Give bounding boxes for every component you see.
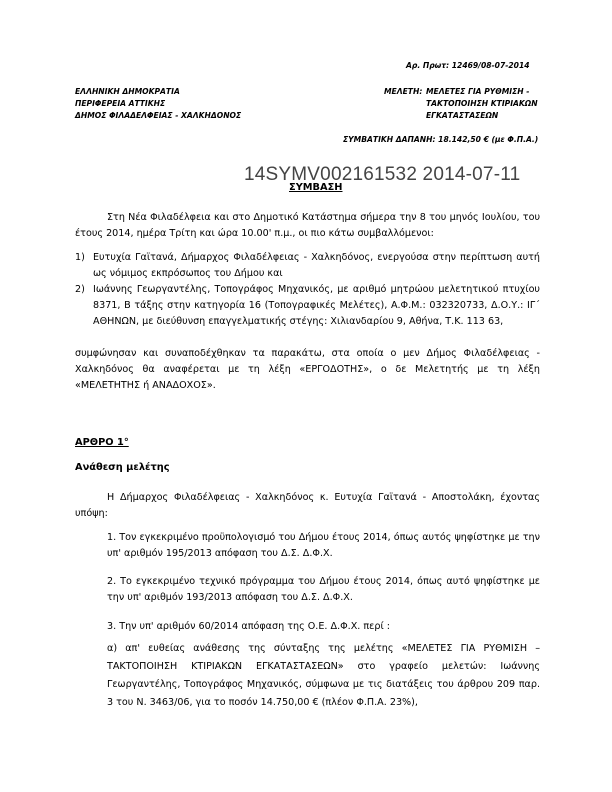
article-item: 1. Τον εγκεκριμένο προϋπολογισμό του Δήμου έτους 2014, όπως αυτός ψηφίστηκε με την υπ' αριθμόν 195/2013 απόφαση του Δ.Σ. Δ.Φ.Χ. [107,532,540,559]
article-subitem: α) απ' ευθείας ανάθεσης της σύνταξης της μελέτης «ΜΕΛΕΤΕΣ ΓΙΑ ΡΥΘΜΙΣΗ – ΤΑΚΤΟΠΟΙΗΣΗ ΚΤΙΡΙΑΚΩΝ ΕΓΚΑΤΑΣΤΑΣΕΩΝ» στο γραφείο μελετών: Ιωάννης Γεωργαντέλης, Τοπογράφος Μηχανικός, σύμφωνα με τις διατάξεις του άρθρου 209 παρ. 3 του Ν. 3463/06, για το ποσόν 14.750,00 € (πλέον Φ.Π.Α. 23%), [107,643,540,708]
party-text: Ευτυχία Γαϊτανά, Δήμαρχος Φιλαδέλφειας - Χαλκηδόνος, ενεργούσα στην περίπτωση αυτή ως νόμιμος εκπρόσωπος του Δήμου και [93,252,540,279]
article-heading: ΑΡΘΡΟ 1° [75,437,129,448]
article-lead: Η Δήμαρχος Φιλαδέλφειας - Χαλκηδόνος κ. Ευτυχία Γαϊτανά - Αποστολάκη, έχοντας υπόψη: [75,492,540,519]
study-label: ΜΕΛΕΤΗ: [384,87,423,96]
study-line: ΤΑΚΤΟΠΟΙΗΣΗ ΚΤΙΡΙΑΚΩΝ [426,99,538,108]
document-title: ΣΥΜΒΑΣΗ [289,182,343,193]
article-subheading: Ανάθεση μελέτης [75,462,170,473]
article-item: 2. Το εγκεκριμένο τεχνικό πρόγραμμα του Δήμου έτους 2014, όπως αυτό ψηφίστηκε με την υπ' αριθμόν 193/2013 απόφαση του Δ.Σ. Δ.Φ.Χ. [107,576,540,603]
agreement-paragraph: συμφώνησαν και συναποδέχθηκαν τα παρακάτω, στα οποία ο μεν Δήμος Φιλαδέλφειας - Χαλκηδόνος θα αναφέρεται με τη λέξη «ΕΡΓΟΔΟΤΗΣ», ο δε Μελετητής με τη λέξη «ΜΕΛΕΤΗΤΗΣ ή ΑΝΑΔΟΧΟΣ». [75,348,540,391]
issuer-line: ΠΕΡΙΦΕΡΕΙΑ ΑΤΤΙΚΗΣ [75,99,166,108]
document-stamp-id: 14SYMV002161532 2014-07-11 [244,164,521,185]
protocol-number: Αρ. Πρωτ: 12469/08-07-2014 [406,61,530,70]
party-text: Ιωάννης Γεωργαντέλης, Τοπογράφος Μηχανικός, με αριθμό μητρώου μελετητικού πτυχίου 8371, Β τάξης στην κατηγορία 16 (Τοπογραφικές Μελέτες), Α.Φ.Μ.: 032320733, Δ.Ο.Υ.: ΙΓ΄ ΑΘΗΝΩΝ, με διεύθυνση επαγγελματικής στέγης: Χιλιανδαρίου 9, Αθήνα, Τ.Κ. 113 63, [93,284,540,327]
issuer-block [75,86,305,122]
party-number: 1) [75,252,85,263]
study-line: ΕΓΚΑΤΑΣΤΑΣΕΩΝ [426,111,499,120]
article-item: 3. Την υπ' αριθμόν 60/2014 απόφαση της Ο.Ε. Δ.Φ.Χ. περί : [107,621,390,632]
contract-cost: ΣΥΜΒΑΤΙΚΗ ΔΑΠΑΝΗ: 18.142,50 € (με Φ.Π.Α.) [343,135,539,144]
issuer-line: ΔΗΜΟΣ ΦΙΛΑΔΕΛΦΕΙΑΣ - ΧΑΛΚΗΔΟΝΟΣ [75,111,242,120]
study-title [426,86,586,122]
party-number: 2) [75,284,85,295]
issuer-line: ΕΛΛΗΝΙΚΗ ΔΗΜΟΚΡΑΤΙΑ [75,87,180,96]
study-line: ΜΕΛΕΤΕΣ ΓΙΑ ΡΥΘΜΙΣΗ - [426,87,530,96]
intro-paragraph: Στη Νέα Φιλαδέλφεια και στο Δημοτικό Κατάστημα σήμερα την 8 του μηνός Ιουλίου, του έτους 2014, ημέρα Τρίτη και ώρα 10.00' π.μ., οι πιο κάτω συμβαλλόμενοι: [75,212,540,239]
